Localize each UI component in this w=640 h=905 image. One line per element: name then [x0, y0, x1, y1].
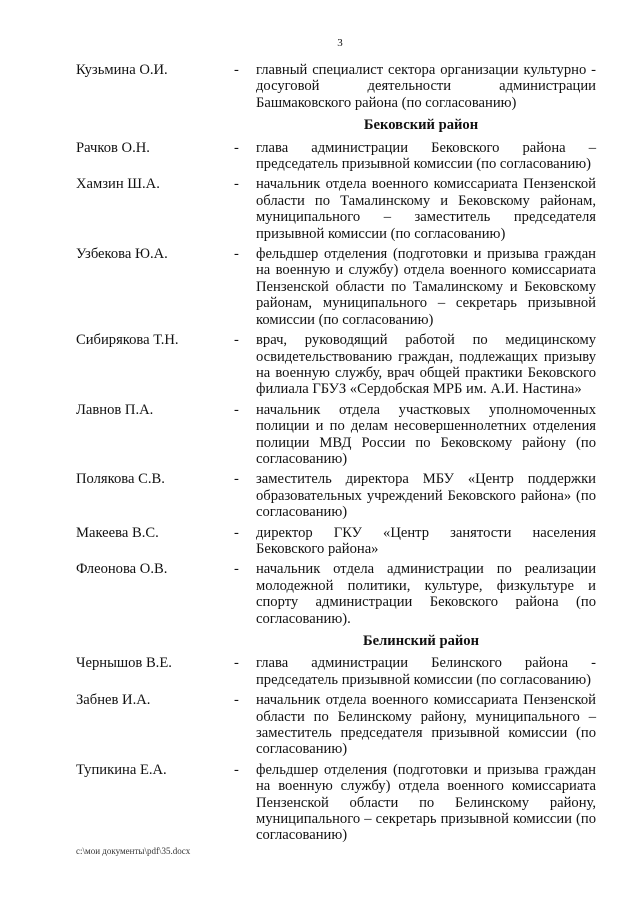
dash: - — [234, 401, 239, 418]
person-role: врач, руководящий работой по медицинскому освидетельствованию граждан, подлежащих призыву на военную службу, врач общей практики Бековского филиала ГБУЗ «Сердобская МРБ им. А.И. Настина» — [256, 332, 596, 398]
person-role: заместитель директора МБУ «Центр поддержки образовательных учреждений Бековского района» (по согласованию) — [256, 471, 596, 521]
dash: - — [234, 139, 239, 156]
person-role: директор ГКУ «Центр занятости населения Бековского района» — [256, 524, 596, 557]
person-name: Рачков О.Н. — [76, 139, 150, 156]
dash: - — [234, 246, 239, 263]
list-item — [76, 332, 596, 398]
list-item — [76, 62, 596, 111]
dash: - — [234, 692, 239, 709]
person-name: Тупикина Е.А. — [76, 761, 167, 778]
list-item — [76, 246, 596, 328]
dash: - — [234, 176, 239, 193]
page-number: 3 — [337, 37, 343, 49]
section-title: Бековский район — [363, 117, 479, 134]
person-role: начальник отдела военного комиссариата Пензенской области по Белинскому району, муниципального – заместитель председателя призывной комиссии (по согласованию) — [256, 692, 596, 758]
person-name: Полякова С.В. — [76, 471, 165, 488]
document-body — [76, 62, 596, 844]
list-item — [76, 402, 596, 468]
list-item — [76, 176, 596, 242]
dash: - — [234, 62, 239, 78]
dash: - — [234, 332, 239, 349]
person-name: Хамзин Ш.А. — [76, 176, 160, 193]
list-item — [76, 525, 596, 558]
section-title: Белинский район — [362, 633, 479, 649]
dash: - — [234, 761, 239, 778]
person-name: Лавнов П.А. — [76, 401, 154, 418]
person-role: главный специалист сектора организации культурно - досуговой деятельности администрации Башмаковского района (по согласованию) — [256, 62, 596, 111]
person-name: Чернышов В.Е. — [76, 655, 172, 672]
dash: - — [234, 524, 239, 541]
list-item — [76, 471, 596, 520]
person-role: глава администрации Бековского района – председатель призывной комиссии (по согласованию) — [256, 139, 596, 173]
list-item — [76, 561, 596, 627]
list-item — [76, 762, 596, 844]
person-name: Сибирякова Т.Н. — [76, 332, 179, 349]
dash: - — [234, 561, 239, 578]
person-name: Макеева В.С. — [76, 524, 159, 541]
person-role: начальник отдела участковых уполномоченных полиции и по делам несовершеннолетних отделения полиции МВД России по Бековскому району (по согласованию) — [256, 401, 596, 467]
list-item — [76, 140, 596, 173]
person-name: Узбекова Ю.А. — [76, 246, 168, 263]
person-role: фельдшер отделения (подготовки и призыва граждан на военную и службу) отдела военного комиссариата Пензенской области по Тамалинскому и Бековскому районам, муниципального – секретарь призывной комиссии (по согласованию) — [256, 246, 596, 328]
dash: - — [234, 655, 239, 672]
person-role: глава администрации Белинского района - председатель призывной комиссии (по согласованию) — [256, 655, 596, 688]
person-role: начальник отдела военного комиссариата Пензенской области по Тамалинскому и Бековскому районам, муниципального – заместитель председателя призывной комиссии (по согласованию) — [256, 176, 596, 242]
person-name: Кузьмина О.И. — [76, 62, 168, 78]
person-role: начальник отдела администрации по реализации молодежной политики, культуре, физкультуре и спорту администрации Бековского района (по согласованию). — [256, 561, 596, 627]
person-name: Забнев И.А. — [76, 692, 151, 709]
footer-file-path: c:\мои документы\pdf\35.docx — [76, 846, 191, 856]
person-name: Флеонова О.В. — [76, 561, 168, 578]
list-item — [76, 692, 596, 758]
list-item — [76, 655, 596, 688]
dash: - — [234, 471, 239, 488]
person-role: фельдшер отделения (подготовки и призыва граждан на военную службу) отдела военного комиссариата Пензенской области по Белинскому району, муниципального – секретарь призывной комиссии (по согласованию) — [256, 761, 596, 844]
